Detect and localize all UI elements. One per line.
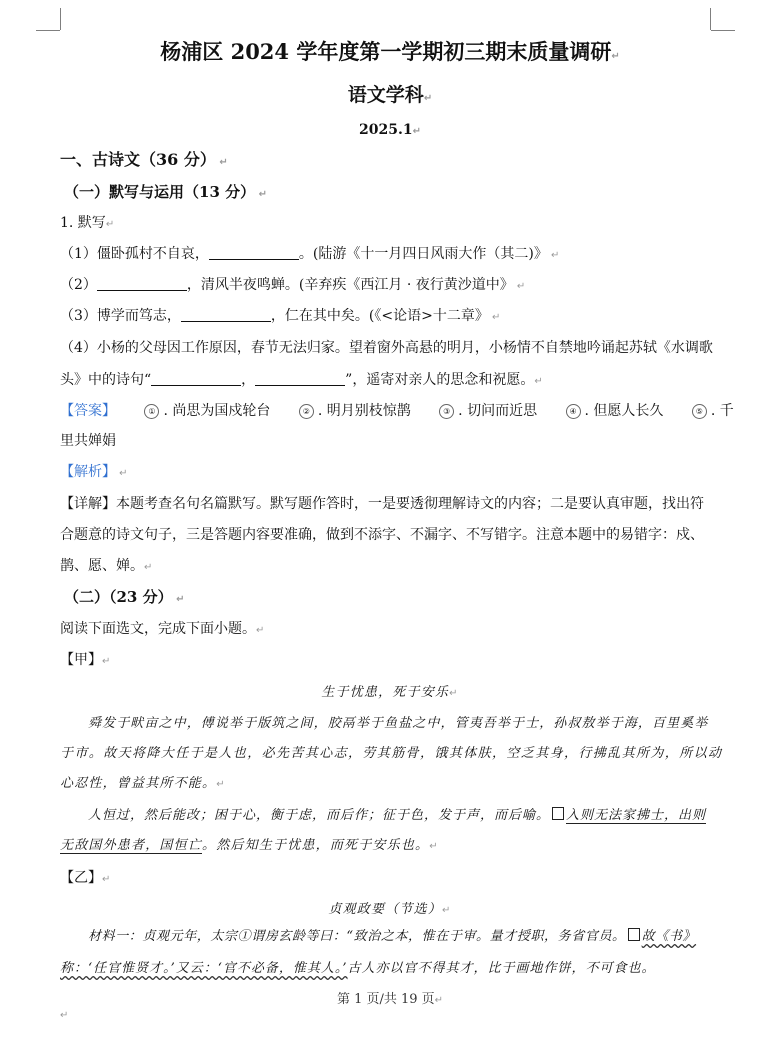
jia-paragraph-1-line-2: 于市。故天将降大任于是人也，必先苦其心志，劳其筋骨，饿其体肤，空乏其身，行拂乱其所为，所以动 [60, 746, 723, 761]
crop-mark-top-right-h [711, 30, 735, 31]
answer-label: 【答案】 [60, 403, 116, 419]
page-footer: 第 1 页/共 19 页↵ [336, 992, 444, 1007]
blank [255, 371, 345, 386]
answer-row-2: 里共婵娟 [60, 433, 116, 449]
jia-title: 生于忧患，死于安乐↵ [321, 685, 459, 700]
analysis-label: 【解析】 ↵ [60, 464, 128, 480]
crop-mark-top-right-v [710, 8, 711, 30]
yi-label: 【乙】↵ [60, 870, 111, 886]
part1-heading: （一）默写与运用（13 分） ↵ [64, 183, 267, 201]
crop-mark-top-left-h [36, 30, 60, 31]
checkbox-icon [628, 928, 640, 941]
jia-label: 【甲】↵ [60, 652, 111, 668]
crop-mark-top-left-v [60, 8, 61, 30]
jia-paragraph-1-line-3: 心忍性，曾益其所不能。↵ [60, 776, 226, 791]
detail-line-1: 【详解】本题考查名句名篇默写。默写题作答时，一是要透彻理解诗文的内容；二是要认真审题，找出符 [60, 496, 704, 512]
section-heading: 一、古诗文（36 分） ↵ [60, 150, 228, 169]
answer-4: ④ . 但愿人长久 [566, 401, 664, 421]
answer-1: ① . 尚思为国戍轮台 [144, 401, 270, 421]
blank [151, 371, 241, 386]
subject-title: 语文学科↵ [347, 84, 433, 106]
yi-line-2: 称：‘任官惟贤才。’又云：‘官不必备，惟其人。’古人亦以官不得其才，比于画地作饼，不可食也。 [60, 961, 656, 976]
question-1-3: （3）博学而笃志， ，仁在其中矣。(《<论语>十二章》 ↵ [60, 308, 501, 324]
answer-5: ⑤ . 千 [692, 403, 734, 419]
checkbox-icon [552, 807, 564, 820]
question-1-1: （1）僵卧孤村不自哀， 。(陆游《十一月四日风雨大作（其二)》 ↵ [60, 246, 560, 262]
detail-line-3: 鹊、愿、婵。↵ [60, 558, 153, 574]
blank [181, 307, 271, 322]
detail-line-2: 合题意的诗文句子，三是答题内容要准确，做到不添字、不漏字、不写错字。注意本题中的易错字：戍、 [60, 527, 704, 543]
jia-paragraph-2-line-1: 人恒过，然后能改；困于心，衡于虑，而后作；征于色，发于声，而后喻。 入则无法家拂士，出则 [88, 808, 707, 823]
answer-3: ③ . 切问而近思 [439, 401, 537, 421]
blank [97, 276, 187, 291]
blank [209, 245, 299, 260]
jia-paragraph-2-line-2: 无敌国外患者，国恒亡。然后知生于忧患，而死于安乐也。↵ [60, 838, 439, 853]
question-1-4-line1: （4）小杨的父母因工作原因，春节无法归家。望着窗外高悬的明月，小杨情不自禁地吟诵起苏轼《水调歌 [60, 340, 713, 356]
date: 2025.1↵ [359, 122, 421, 138]
part2-heading: （二）（23 分） ↵ [64, 588, 185, 606]
jia-paragraph-1-line-1: 舜发于畎亩之中，傅说举于版筑之间，胶鬲举于鱼盐之中，管夷吾举于士，孙叔敖举于海，百里奚举 [88, 716, 709, 731]
question-1-label: 1. 默写↵ [60, 215, 115, 231]
answer-2: ② . 明月别枝惊鹊 [299, 401, 411, 421]
yi-line-1: 材料一：贞观元年，太宗①谓房玄龄等曰：“致治之本，惟在于审。量才授职，务省官员。 故《书》 [88, 929, 697, 944]
end-paragraph-mark: ↵ [60, 1010, 69, 1021]
question-1-4-line2: 头》中的诗句“ ， ”，遥寄对亲人的思念和祝愿。↵ [60, 372, 543, 388]
instruction: 阅读下面选文，完成下面小题。↵ [60, 621, 265, 637]
yi-title: 贞观政要（节选）↵ [328, 902, 452, 917]
question-1-2: （2） ，清风半夜鸣蝉。(辛弃疾《西江月 · 夜行黄沙道中》 ↵ [60, 277, 526, 293]
page-title: 杨浦区 2024 学年度第一学期初三期末质量调研↵ [160, 39, 620, 64]
answer-row [60, 401, 734, 421]
